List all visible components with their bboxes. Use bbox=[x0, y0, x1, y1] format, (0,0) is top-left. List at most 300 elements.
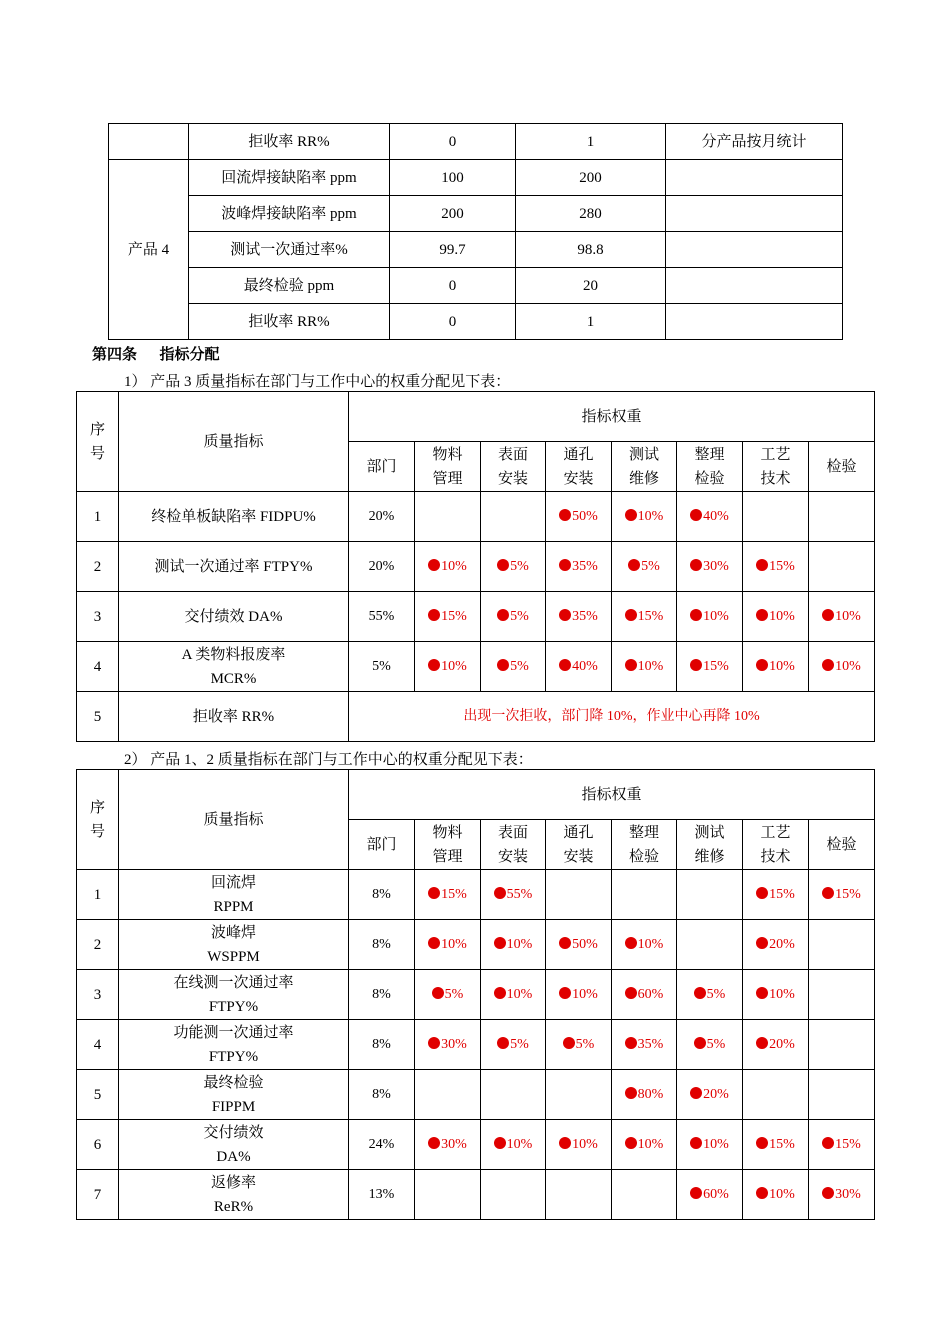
weight-cell bbox=[481, 492, 546, 542]
weight-cell bbox=[743, 1070, 809, 1120]
weight-value: 10% bbox=[769, 987, 795, 1002]
red-dot-icon bbox=[822, 659, 834, 671]
header-line: 检验 bbox=[628, 848, 659, 865]
header-line: 维修 bbox=[694, 848, 725, 865]
row-number: 5 bbox=[77, 1070, 119, 1120]
weight-cell bbox=[612, 870, 677, 920]
table-row bbox=[77, 692, 875, 742]
weight-header: 指标权重 bbox=[349, 392, 875, 442]
metric-header: 质量指标 bbox=[119, 392, 349, 492]
weight-header: 指标权重 bbox=[349, 770, 875, 820]
weight-value: 30% bbox=[441, 1037, 467, 1052]
weight-cell bbox=[546, 542, 612, 592]
weight-cell bbox=[612, 1120, 677, 1170]
weight-cell bbox=[612, 1170, 677, 1220]
weight-cell bbox=[349, 592, 415, 642]
metric-cell bbox=[119, 1170, 349, 1220]
weight-cell bbox=[546, 492, 612, 542]
red-dot-icon bbox=[822, 1137, 834, 1149]
weight-cell bbox=[415, 1070, 481, 1120]
metric-cell bbox=[119, 920, 349, 970]
dept-value: 13% bbox=[368, 1187, 395, 1202]
weight-cell bbox=[349, 642, 415, 692]
weight-value: 10% bbox=[703, 609, 729, 624]
weight-cell bbox=[743, 870, 809, 920]
table-row bbox=[77, 1070, 875, 1120]
weight-value: 10% bbox=[572, 1137, 598, 1152]
weight-cell bbox=[743, 1170, 809, 1220]
red-dot-icon bbox=[428, 937, 440, 949]
weight-cell bbox=[809, 920, 875, 970]
metric-line: ReR% bbox=[213, 1198, 254, 1215]
column-header: 部门 bbox=[349, 442, 415, 492]
metric-cell bbox=[119, 970, 349, 1020]
header-line: 安装 bbox=[563, 470, 594, 487]
metric-cell: 交付绩效 DA% bbox=[119, 592, 349, 642]
weight-cell bbox=[612, 1070, 677, 1120]
weight-cell bbox=[481, 870, 546, 920]
header-line: 管理 bbox=[432, 470, 463, 487]
metric-line: 功能测一次通过率 bbox=[173, 1024, 294, 1041]
weight-value: 5% bbox=[706, 1037, 726, 1052]
red-dot-icon bbox=[690, 1187, 702, 1199]
rule-note: 出现一次拒收，部门降 10%，作业中心再降 10% bbox=[349, 692, 875, 742]
weight-value: 10% bbox=[769, 609, 795, 624]
note-cell bbox=[666, 232, 843, 268]
value-cell: 200 bbox=[390, 196, 516, 232]
metric-line: 返修率 bbox=[210, 1174, 256, 1191]
red-dot-icon bbox=[494, 987, 506, 999]
note-cell bbox=[666, 268, 843, 304]
weight-cell bbox=[809, 1170, 875, 1220]
weight-cell bbox=[415, 970, 481, 1020]
red-dot-icon bbox=[822, 887, 834, 899]
dept-value: 5% bbox=[372, 659, 391, 674]
weight-cell bbox=[546, 1170, 612, 1220]
metric-cell: 测试一次通过率% bbox=[189, 232, 390, 268]
weight-cell bbox=[809, 1020, 875, 1070]
metric-cell bbox=[119, 870, 349, 920]
metric-cell: 终检单板缺陷率 FIDPU% bbox=[119, 492, 349, 542]
table-row bbox=[77, 492, 875, 542]
weight-value: 15% bbox=[637, 609, 664, 624]
weight-value: 50% bbox=[572, 509, 598, 524]
dept-value: 55% bbox=[368, 609, 395, 624]
table-product3-weights bbox=[76, 391, 875, 742]
column-header bbox=[415, 442, 481, 492]
table-row bbox=[109, 304, 843, 340]
red-dot-icon bbox=[625, 509, 637, 521]
dept-value: 8% bbox=[372, 1087, 391, 1102]
red-dot-icon bbox=[625, 609, 637, 621]
value-cell: 20 bbox=[516, 268, 666, 304]
weight-value: 35% bbox=[637, 1037, 664, 1052]
column-header bbox=[677, 820, 743, 870]
weight-cell bbox=[481, 1170, 546, 1220]
header-line: 测试 bbox=[694, 824, 725, 841]
weight-cell bbox=[612, 642, 677, 692]
row-number: 3 bbox=[77, 592, 119, 642]
red-dot-icon bbox=[625, 937, 637, 949]
column-header bbox=[546, 442, 612, 492]
red-dot-icon bbox=[690, 1137, 702, 1149]
dept-value: 20% bbox=[368, 559, 395, 574]
weight-cell bbox=[481, 970, 546, 1020]
paragraph-1: 1） 产品 3 质量指标在部门与工作中心的权重分配见下表： bbox=[124, 374, 511, 390]
table-product12-weights bbox=[76, 769, 875, 1220]
group-label: 产品 4 bbox=[109, 160, 189, 340]
dept-value: 20% bbox=[368, 509, 395, 524]
red-dot-icon bbox=[497, 659, 509, 671]
red-dot-icon bbox=[690, 509, 702, 521]
red-dot-icon bbox=[494, 937, 506, 949]
column-header: 部门 bbox=[349, 820, 415, 870]
column-header: 检验 bbox=[809, 820, 875, 870]
weight-cell bbox=[743, 1020, 809, 1070]
value-cell: 99.7 bbox=[390, 232, 516, 268]
table-row bbox=[77, 920, 875, 970]
column-header bbox=[743, 820, 809, 870]
weight-value: 10% bbox=[506, 987, 533, 1002]
metric-line: WSPPM bbox=[207, 948, 260, 965]
red-dot-icon bbox=[756, 1137, 768, 1149]
red-dot-icon bbox=[559, 659, 571, 671]
weight-cell bbox=[809, 642, 875, 692]
weight-value: 30% bbox=[703, 559, 729, 574]
weight-cell bbox=[809, 492, 875, 542]
weight-cell bbox=[349, 1070, 415, 1120]
red-dot-icon bbox=[625, 987, 637, 999]
red-dot-icon bbox=[628, 559, 640, 571]
table-row bbox=[109, 160, 843, 196]
metric-line: 回流焊 bbox=[210, 874, 256, 891]
red-dot-icon bbox=[690, 659, 702, 671]
table-row bbox=[77, 970, 875, 1020]
header-line: 序 bbox=[89, 421, 105, 438]
red-dot-icon bbox=[563, 1037, 575, 1049]
weight-cell bbox=[612, 542, 677, 592]
red-dot-icon bbox=[559, 937, 571, 949]
weight-cell bbox=[809, 970, 875, 1020]
metric-cell bbox=[119, 642, 349, 692]
red-dot-icon bbox=[690, 559, 702, 571]
weight-cell bbox=[349, 920, 415, 970]
weight-value: 15% bbox=[835, 1137, 861, 1152]
header-line: 号 bbox=[89, 823, 105, 840]
dept-value: 8% bbox=[372, 937, 391, 952]
metric-cell bbox=[119, 1120, 349, 1170]
table-row bbox=[109, 196, 843, 232]
header-line: 通孔 bbox=[563, 824, 594, 841]
weight-cell bbox=[612, 970, 677, 1020]
weight-cell bbox=[743, 642, 809, 692]
weight-cell bbox=[349, 1120, 415, 1170]
table-row bbox=[77, 1120, 875, 1170]
red-dot-icon bbox=[559, 1137, 571, 1149]
weight-cell bbox=[349, 1170, 415, 1220]
metric-line: MCR% bbox=[210, 670, 257, 687]
red-dot-icon bbox=[822, 609, 834, 621]
header-line: 号 bbox=[89, 445, 105, 462]
weight-value: 55% bbox=[506, 887, 533, 902]
row-number: 1 bbox=[77, 870, 119, 920]
header-row bbox=[77, 392, 875, 442]
weight-value: 15% bbox=[769, 887, 795, 902]
weight-cell bbox=[743, 592, 809, 642]
weight-value: 10% bbox=[637, 509, 664, 524]
row-number: 5 bbox=[77, 692, 119, 742]
column-header bbox=[415, 820, 481, 870]
weight-cell bbox=[677, 1070, 743, 1120]
red-dot-icon bbox=[428, 559, 440, 571]
weight-cell bbox=[809, 870, 875, 920]
red-dot-icon bbox=[559, 987, 571, 999]
column-header bbox=[612, 442, 677, 492]
red-dot-icon bbox=[690, 1087, 702, 1099]
table-row bbox=[77, 1170, 875, 1220]
weight-value: 40% bbox=[572, 659, 598, 674]
weight-cell bbox=[546, 592, 612, 642]
weight-value: 5% bbox=[510, 1037, 529, 1052]
weight-cell bbox=[415, 1170, 481, 1220]
dept-value: 8% bbox=[372, 887, 391, 902]
weight-cell bbox=[415, 1020, 481, 1070]
weight-cell bbox=[546, 642, 612, 692]
weight-cell bbox=[481, 920, 546, 970]
weight-value: 20% bbox=[769, 1037, 795, 1052]
weight-cell bbox=[546, 870, 612, 920]
weight-value: 80% bbox=[637, 1087, 664, 1102]
weight-cell bbox=[481, 542, 546, 592]
weight-cell bbox=[349, 870, 415, 920]
metric-cell bbox=[119, 1020, 349, 1070]
dept-value: 8% bbox=[372, 1037, 391, 1052]
weight-cell bbox=[612, 920, 677, 970]
weight-cell bbox=[809, 542, 875, 592]
weight-value: 15% bbox=[441, 609, 467, 624]
red-dot-icon bbox=[625, 1137, 637, 1149]
weight-cell bbox=[677, 492, 743, 542]
weight-value: 30% bbox=[441, 1137, 467, 1152]
header-line: 安装 bbox=[497, 848, 528, 865]
dept-value: 8% bbox=[372, 987, 391, 1002]
weight-value: 15% bbox=[835, 887, 861, 902]
weight-cell bbox=[612, 592, 677, 642]
weight-cell bbox=[546, 970, 612, 1020]
weight-value: 60% bbox=[637, 987, 664, 1002]
red-dot-icon bbox=[756, 887, 768, 899]
column-header bbox=[481, 820, 546, 870]
metric-line: FTPY% bbox=[208, 1048, 259, 1065]
row-number: 6 bbox=[77, 1120, 119, 1170]
metric-cell: 回流焊接缺陷率 ppm bbox=[189, 160, 390, 196]
metric-line: DA% bbox=[216, 1148, 251, 1165]
weight-cell bbox=[809, 592, 875, 642]
header-line: 维修 bbox=[628, 470, 659, 487]
weight-cell bbox=[349, 1020, 415, 1070]
header-line: 工艺 bbox=[760, 824, 791, 841]
header-line: 通孔 bbox=[563, 446, 594, 463]
note-cell: 分产品按月统计 bbox=[666, 124, 843, 160]
metric-line: FTPY% bbox=[208, 998, 259, 1015]
header-line: 序 bbox=[89, 799, 105, 816]
metric-cell: 拒收率 RR% bbox=[119, 692, 349, 742]
weight-value: 10% bbox=[441, 559, 467, 574]
column-header bbox=[481, 442, 546, 492]
value-cell: 0 bbox=[390, 124, 516, 160]
header-line: 整理 bbox=[694, 446, 725, 463]
red-dot-icon bbox=[428, 659, 440, 671]
paragraph-2: 2） 产品 1、2 质量指标在部门与工作中心的权重分配见下表： bbox=[124, 752, 533, 768]
weight-value: 15% bbox=[703, 659, 729, 674]
column-header bbox=[612, 820, 677, 870]
value-cell: 200 bbox=[516, 160, 666, 196]
table-product-targets bbox=[108, 123, 843, 340]
weight-value: 10% bbox=[637, 937, 664, 952]
red-dot-icon bbox=[497, 1037, 509, 1049]
weight-value: 50% bbox=[572, 937, 598, 952]
weight-cell bbox=[415, 642, 481, 692]
weight-value: 5% bbox=[510, 609, 529, 624]
weight-cell bbox=[481, 592, 546, 642]
red-dot-icon bbox=[625, 659, 637, 671]
seq-header bbox=[77, 770, 119, 870]
table-row bbox=[77, 542, 875, 592]
weight-value: 35% bbox=[572, 609, 598, 624]
weight-value: 5% bbox=[641, 559, 660, 574]
red-dot-icon bbox=[497, 559, 509, 571]
red-dot-icon bbox=[694, 987, 706, 999]
weight-value: 15% bbox=[769, 559, 795, 574]
weight-cell bbox=[677, 1120, 743, 1170]
red-dot-icon bbox=[694, 1037, 706, 1049]
table-row bbox=[77, 870, 875, 920]
metric-cell: 测试一次通过率 FTPY% bbox=[119, 542, 349, 592]
weight-cell bbox=[481, 1020, 546, 1070]
metric-cell bbox=[119, 1070, 349, 1120]
weight-cell bbox=[415, 870, 481, 920]
weight-cell bbox=[612, 1020, 677, 1070]
weight-value: 10% bbox=[637, 1137, 664, 1152]
weight-cell bbox=[809, 1120, 875, 1170]
weight-cell bbox=[612, 492, 677, 542]
weight-cell bbox=[349, 492, 415, 542]
column-header: 检验 bbox=[809, 442, 875, 492]
red-dot-icon bbox=[756, 987, 768, 999]
red-dot-icon bbox=[494, 1137, 506, 1149]
header-line: 物料 bbox=[432, 824, 463, 841]
header-line: 安装 bbox=[497, 470, 528, 487]
weight-cell bbox=[415, 592, 481, 642]
weight-cell bbox=[743, 920, 809, 970]
red-dot-icon bbox=[690, 609, 702, 621]
header-line: 工艺 bbox=[760, 446, 791, 463]
weight-value: 5% bbox=[575, 1037, 595, 1052]
note-cell bbox=[666, 160, 843, 196]
header-line: 表面 bbox=[497, 824, 528, 841]
row-number: 4 bbox=[77, 642, 119, 692]
weight-value: 10% bbox=[441, 937, 467, 952]
weight-cell bbox=[349, 542, 415, 592]
red-dot-icon bbox=[756, 937, 768, 949]
red-dot-icon bbox=[625, 1037, 637, 1049]
seq-header bbox=[77, 392, 119, 492]
weight-value: 5% bbox=[510, 659, 529, 674]
value-cell: 0 bbox=[390, 304, 516, 340]
weight-cell bbox=[743, 1120, 809, 1170]
weight-cell bbox=[415, 1120, 481, 1170]
red-dot-icon bbox=[559, 609, 571, 621]
red-dot-icon bbox=[756, 1187, 768, 1199]
header-line: 物料 bbox=[432, 446, 463, 463]
weight-value: 20% bbox=[703, 1087, 729, 1102]
note-cell bbox=[666, 304, 843, 340]
header-line: 技术 bbox=[760, 470, 791, 487]
metric-header: 质量指标 bbox=[119, 770, 349, 870]
red-dot-icon bbox=[559, 559, 571, 571]
weight-value: 35% bbox=[572, 559, 598, 574]
weight-cell bbox=[677, 592, 743, 642]
value-cell: 100 bbox=[390, 160, 516, 196]
weight-cell bbox=[809, 1070, 875, 1120]
weight-value: 10% bbox=[703, 1137, 729, 1152]
metric-line: 波峰焊 bbox=[210, 924, 256, 941]
red-dot-icon bbox=[497, 609, 509, 621]
metric-line: RPPM bbox=[213, 898, 254, 915]
note-cell bbox=[666, 196, 843, 232]
header-line: 检验 bbox=[694, 470, 725, 487]
red-dot-icon bbox=[428, 887, 440, 899]
weight-value: 10% bbox=[572, 987, 598, 1002]
red-dot-icon bbox=[756, 559, 768, 571]
weight-cell bbox=[546, 920, 612, 970]
red-dot-icon bbox=[428, 1137, 440, 1149]
red-dot-icon bbox=[428, 1037, 440, 1049]
weight-value: 15% bbox=[441, 887, 467, 902]
table-row bbox=[109, 124, 843, 160]
metric-line: 交付绩效 bbox=[203, 1124, 264, 1141]
weight-cell bbox=[415, 542, 481, 592]
weight-cell bbox=[677, 970, 743, 1020]
weight-value: 40% bbox=[703, 509, 729, 524]
row-number: 7 bbox=[77, 1170, 119, 1220]
value-cell: 280 bbox=[516, 196, 666, 232]
header-row bbox=[77, 770, 875, 820]
red-dot-icon bbox=[625, 1087, 637, 1099]
column-header bbox=[546, 820, 612, 870]
table-row bbox=[109, 232, 843, 268]
header-line: 安装 bbox=[563, 848, 594, 865]
section-heading: 第四条 指标分配 bbox=[92, 347, 220, 363]
metric-cell: 最终检验 ppm bbox=[189, 268, 390, 304]
red-dot-icon bbox=[432, 987, 444, 999]
column-header bbox=[743, 442, 809, 492]
header-line: 整理 bbox=[628, 824, 659, 841]
weight-value: 20% bbox=[769, 937, 795, 952]
table-row bbox=[77, 1020, 875, 1070]
metric-cell: 拒收率 RR% bbox=[189, 124, 390, 160]
weight-cell bbox=[677, 920, 743, 970]
weight-value: 5% bbox=[444, 987, 464, 1002]
weight-value: 10% bbox=[637, 659, 664, 674]
weight-cell bbox=[546, 1120, 612, 1170]
row-number: 3 bbox=[77, 970, 119, 1020]
weight-cell bbox=[546, 1020, 612, 1070]
header-line: 技术 bbox=[760, 848, 791, 865]
weight-value: 10% bbox=[441, 659, 467, 674]
metric-cell: 波峰焊接缺陷率 ppm bbox=[189, 196, 390, 232]
weight-cell bbox=[677, 542, 743, 592]
